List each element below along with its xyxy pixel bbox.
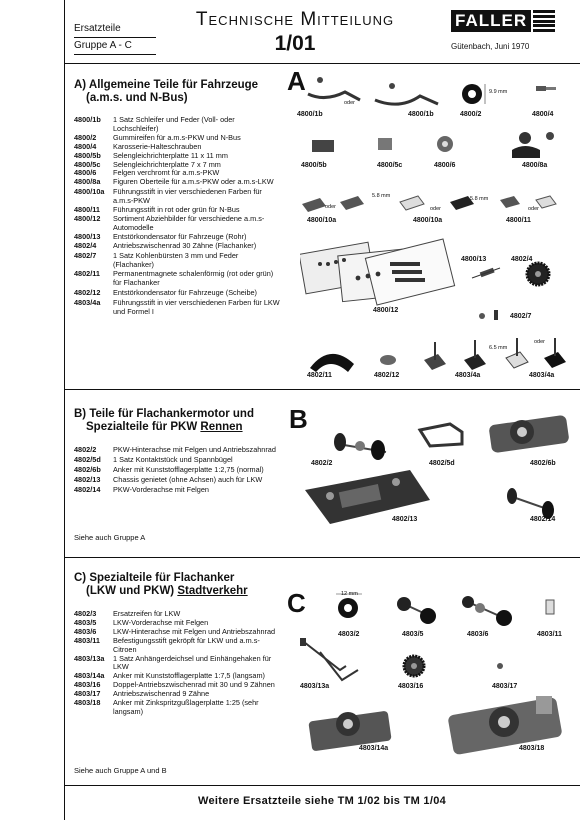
part-row: 4802/5d 1 Satz Kontaktstück und Spannbügel bbox=[74, 454, 233, 464]
tire-icon bbox=[338, 598, 358, 618]
part-row: 4803/17 Antriebszwischenrad 9 Zähne bbox=[74, 689, 210, 699]
section-c-title bbox=[74, 572, 248, 598]
part-row: 4800/11 Führungsstift in rot oder grün für N-Bus bbox=[74, 205, 240, 215]
section-a-title-line1: A) Allgemeine Teile für Fahrzeuge bbox=[74, 79, 259, 91]
guide-pin-icon bbox=[302, 196, 556, 212]
section-c-title-line2: (LKW und PKW) Stadtverkehr bbox=[86, 585, 248, 597]
divider-footer bbox=[64, 785, 580, 786]
part-row: 4800/2 Gummireifen für a.m.s-PKW und N-Bus bbox=[74, 132, 241, 142]
capacitor-icon bbox=[472, 268, 500, 278]
fig-label: 4800/2 bbox=[460, 111, 482, 118]
fig-label: 4803/4a bbox=[529, 372, 555, 379]
section-c-parts-list bbox=[74, 610, 281, 717]
oder-label: oder bbox=[344, 100, 356, 106]
part-row: 4803/11 Befestigungsstift gekröpft für LKW und a.m.s-Citroen bbox=[74, 635, 260, 654]
fig-label: 4800/13 bbox=[461, 256, 487, 263]
fig-label: 4803/5 bbox=[402, 631, 424, 638]
section-c-figures bbox=[300, 586, 570, 786]
section-b-title-line1: B) Teile für Flachankermotor und bbox=[74, 408, 254, 420]
dim-label: 5.8 mm bbox=[372, 193, 391, 199]
section-c-see-also: Siehe auch Gruppe A und B bbox=[74, 766, 167, 775]
part-row: 4803/13a 1 Satz Anhängerdeichsel und Einhängehaken für LKW bbox=[74, 653, 272, 672]
gear-icon bbox=[497, 663, 503, 669]
armature-icon bbox=[488, 415, 569, 454]
fig-label: 4800/6 bbox=[434, 162, 456, 169]
fig-label: 4800/8a bbox=[522, 162, 548, 169]
contact-clip-icon bbox=[420, 424, 462, 446]
slider-spring-icon bbox=[308, 77, 360, 100]
section-b-letter: B bbox=[289, 404, 308, 434]
part-row: 4802/3 Ersatzreifen für LKW bbox=[74, 609, 181, 618]
page-title bbox=[170, 9, 420, 56]
decal-sheet-icon bbox=[300, 239, 455, 305]
part-row: 4800/5c Selengleichrichterplatte 7 x 7 mm bbox=[74, 159, 221, 169]
rectifier-plate-icon bbox=[312, 140, 334, 152]
part-row: 4802/13 Chassis genietet (ohne Achsen) auch für LKW bbox=[74, 474, 263, 484]
fig-label: 4803/2 bbox=[338, 631, 360, 638]
capacitor-disc-icon bbox=[380, 355, 396, 365]
part-row: 4802/6b Anker mit Kunststofflagerplatte 1:2,75 (normal) bbox=[74, 464, 264, 474]
fig-label: 4802/2 bbox=[311, 460, 333, 467]
section-c-letter: C bbox=[287, 588, 306, 618]
section-b-parts-list bbox=[74, 446, 281, 495]
figure-torso-icon bbox=[512, 132, 554, 158]
section-b-title bbox=[74, 408, 254, 434]
fig-label: 4800/5b bbox=[301, 162, 327, 169]
fig-label: 4803/11 bbox=[537, 631, 562, 638]
fig-label: 4802/11 bbox=[307, 372, 332, 379]
dim-label: 12 mm bbox=[341, 591, 358, 597]
divider-b-c bbox=[64, 557, 580, 558]
part-row: 4803/16 Doppel-Antriebszwischenrad mit 30 und 9 Zähnen bbox=[74, 680, 275, 690]
fig-label: 4800/10a bbox=[307, 217, 337, 224]
header-date: Gütenbach, Juni 1970 bbox=[451, 42, 530, 51]
logo-text: FALLER bbox=[451, 10, 531, 32]
header-left bbox=[74, 21, 156, 55]
fig-label: 4803/14a bbox=[359, 745, 389, 752]
fig-label: 4800/1b bbox=[297, 111, 323, 118]
tire-icon bbox=[462, 84, 482, 104]
divider-a-b bbox=[64, 389, 580, 390]
section-c-title-line1: C) Spezialteile für Flachanker bbox=[74, 572, 235, 584]
part-row: 4800/1b 1 Satz Schleifer und Feder (Voll- oder Lochschleifer) bbox=[74, 115, 235, 133]
part-row: 4803/4a Führungsstift in vier verschiedenen Farben für LKW und Formel I bbox=[74, 298, 280, 317]
part-row: 4803/14a Anker mit Kunststofflagerplatte 1:7,5 (langsam) bbox=[74, 671, 265, 681]
header-ersatzteile: Ersatzteile bbox=[74, 21, 156, 38]
fig-label: 4802/13 bbox=[392, 516, 418, 523]
carbon-brush-icon bbox=[479, 310, 498, 320]
fig-label: 4802/4 bbox=[511, 256, 533, 263]
front-axle-icon bbox=[397, 597, 436, 624]
fig-label: 4803/4a bbox=[455, 372, 481, 379]
section-a-title bbox=[74, 79, 258, 105]
section-a-parts-list bbox=[74, 116, 281, 317]
fig-label: 4802/12 bbox=[374, 372, 400, 379]
part-row: 4803/5 LKW-Vorderachse mit Felgen bbox=[74, 617, 209, 627]
part-row: 4800/13 Entstörkondensator für Fahrzeuge (Rohr) bbox=[74, 231, 247, 241]
part-row: 4802/14 PKW-Vorderachse mit Felgen bbox=[74, 484, 209, 494]
fig-label: 4802/7 bbox=[510, 313, 532, 320]
fig-label: 4803/18 bbox=[519, 745, 545, 752]
part-row: 4802/11 Permanentmagnete schalenförmig (rot oder grün) für Flachanker bbox=[74, 269, 274, 288]
faller-logo bbox=[451, 10, 555, 32]
part-row: 4800/4 Karosserie-Halteschrauben bbox=[74, 141, 202, 151]
fig-label: 4803/16 bbox=[398, 683, 424, 690]
logo-bars-icon bbox=[533, 10, 555, 32]
part-row: 4802/12 Entstörkondensator für Fahrzeuge (Scheibe) bbox=[74, 288, 257, 298]
dim-label: 6.5 mm bbox=[489, 345, 508, 351]
section-a-letter: A bbox=[287, 66, 306, 96]
title-number: 1/01 bbox=[274, 32, 316, 55]
gear-icon bbox=[404, 656, 424, 676]
fig-label: 4803/6 bbox=[467, 631, 489, 638]
section-b-title-line2: Spezialteile für PKW Rennen bbox=[86, 421, 243, 433]
armature-icon bbox=[447, 696, 562, 755]
header-gruppe: Gruppe A - C bbox=[74, 38, 156, 55]
fig-label: 4802/14 bbox=[530, 516, 556, 523]
part-row: 4800/12 Sortiment Abziehbilder für verschiedene a.m.s-Automodelle bbox=[74, 213, 265, 232]
front-axle-icon bbox=[507, 488, 554, 519]
fig-label: 4802/6b bbox=[530, 460, 556, 467]
part-row: 4800/10a Führungsstift in vier verschiedenen Farben für a.m.s-PKW bbox=[74, 187, 262, 206]
rear-axle-icon bbox=[334, 433, 386, 460]
part-row: 4803/18 Anker mit Zinkspritzgußlagerplatte 1:25 (sehr langsam) bbox=[74, 698, 259, 716]
fig-label: 4800/4 bbox=[532, 111, 554, 118]
fig-label: 4803/13a bbox=[300, 683, 330, 690]
fig-label: 4800/1b bbox=[408, 111, 434, 118]
title-text: Technische Mitteilung bbox=[195, 9, 395, 30]
part-row: 4803/6 LKW-Hinterachse mit Felgen und Antriebszahnrad bbox=[74, 626, 276, 636]
fig-label: 4800/11 bbox=[506, 217, 531, 224]
screw-icon bbox=[536, 86, 556, 91]
slider-spring-icon bbox=[375, 83, 438, 104]
section-a-title-line2: (a.m.s. und N-Bus) bbox=[86, 92, 188, 104]
part-row: 4802/7 1 Satz Kohlenbürsten 3 mm und Feder (Flachanker) bbox=[74, 250, 239, 269]
footer-note: Weitere Ersatzteile siehe TM 1/02 bis TM 1/04 bbox=[197, 795, 447, 807]
fig-label: 4800/10a bbox=[413, 217, 443, 224]
oder-label: oder bbox=[528, 206, 540, 212]
part-row: 4802/4 Antriebszwischenrad 30 Zähne (Flachanker) bbox=[74, 240, 257, 250]
pin-icon bbox=[546, 600, 554, 614]
fig-label: 4802/5d bbox=[429, 460, 455, 467]
oder-label: oder bbox=[325, 204, 337, 210]
section-b-see-also: Siehe auch Gruppe A bbox=[74, 533, 146, 542]
oder-label: oder bbox=[534, 339, 546, 345]
oder-label: oder bbox=[430, 206, 442, 212]
part-row: 4800/6 Felgen verchromt für a.m.s-PKW bbox=[74, 168, 220, 178]
magnet-icon bbox=[310, 354, 354, 372]
tow-bar-icon bbox=[300, 638, 358, 680]
fig-label: 4800/12 bbox=[373, 307, 399, 314]
dim-label: 9.9 mm bbox=[489, 89, 508, 95]
gear-icon bbox=[527, 263, 549, 285]
fig-label: 4803/17 bbox=[492, 683, 518, 690]
left-margin-rule bbox=[64, 0, 65, 820]
rear-axle-icon bbox=[462, 596, 512, 626]
part-row: 4802/2 PKW-Hinterachse mit Felgen und Antriebszahnrad bbox=[74, 445, 276, 454]
fig-label: 4800/5c bbox=[377, 162, 403, 169]
rectifier-plate-icon bbox=[378, 138, 392, 150]
dim-label: 5.8 mm bbox=[470, 196, 489, 202]
part-row: 4800/5b Selengleichrichterplatte 11 x 11 mm bbox=[74, 150, 228, 160]
divider-header bbox=[64, 63, 580, 64]
part-row: 4800/8a Figuren Oberteile für a.m.s-PKW oder a.m.s-LKW bbox=[74, 177, 274, 187]
rim-icon bbox=[437, 136, 453, 152]
